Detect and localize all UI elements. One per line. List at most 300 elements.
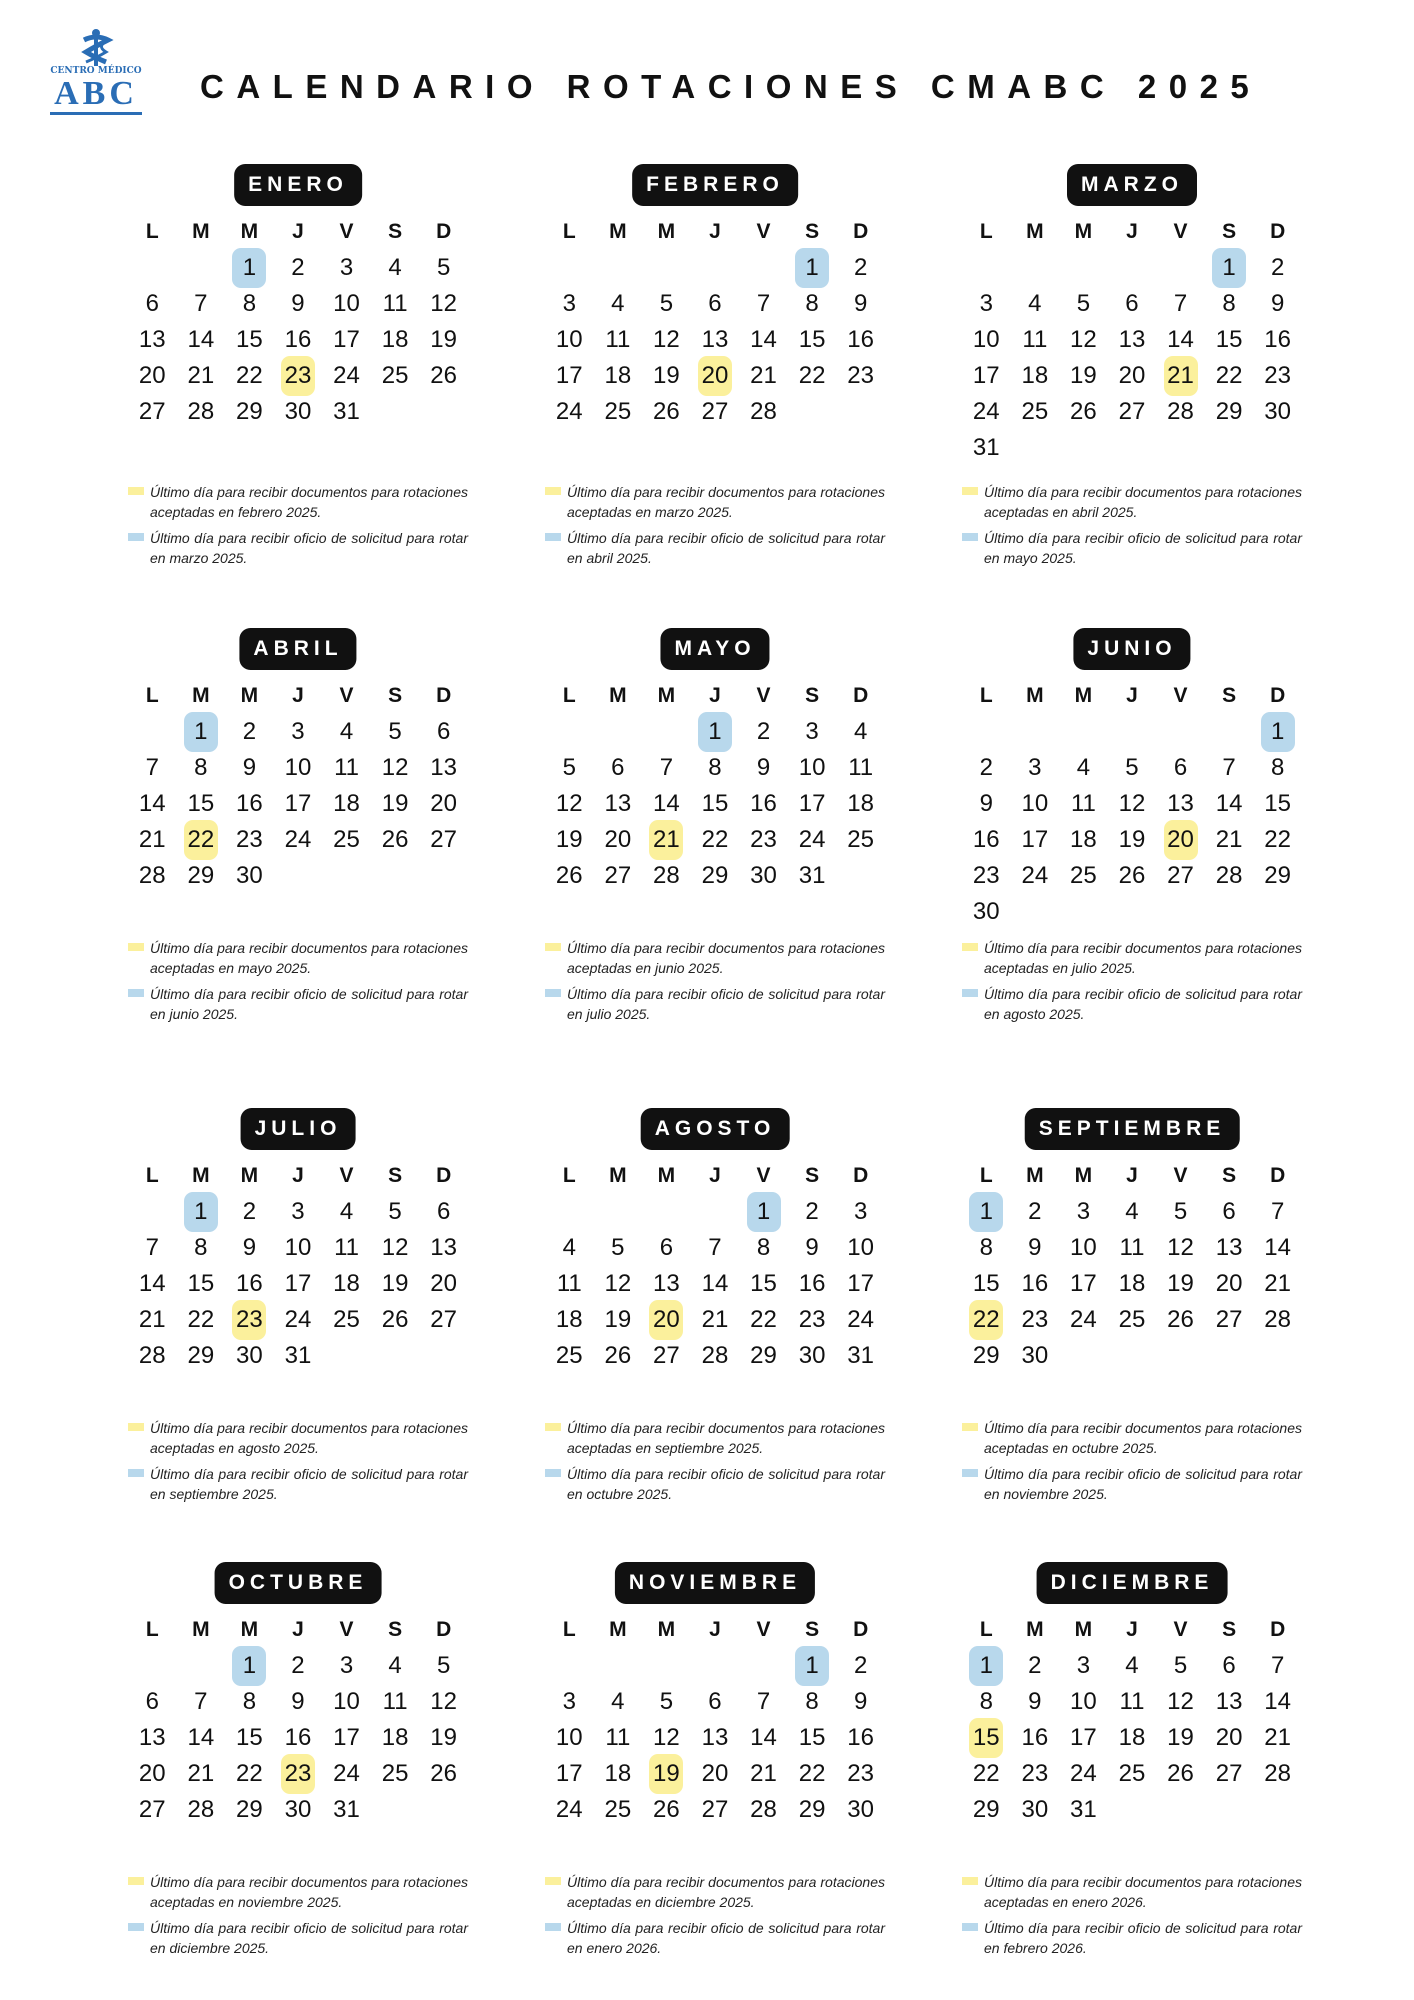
legend-item-blue [962,1464,1302,1504]
day-cell: 27 [701,1796,729,1823]
empty-day-cell [1011,430,1060,466]
empty-day-cell [1059,1338,1108,1374]
week-row [128,786,468,822]
legend-item-blue [128,1464,468,1504]
legend-swatch-yellow [962,1423,978,1431]
day-cell: 30 [236,1342,263,1369]
day-cell: 29 [187,862,215,889]
day-cell: 27 [1118,398,1146,425]
day-cell: 4 [1076,754,1091,781]
day-cell-blue-highlight [177,714,226,750]
day-cell: 28 [750,398,777,425]
logo-main-text: ABC [54,75,138,112]
empty-day-cell [419,858,468,894]
day-cell: 28 [1215,862,1243,889]
legend-text: Último día para recibir documentos para rotaciones aceptadas en febrero 2025. [150,484,468,520]
day-cell: 26 [1070,398,1097,425]
day-cell: 4 [1125,1652,1139,1679]
day-cell: 4 [388,254,402,281]
day-cell: 21 [750,1760,777,1787]
empty-day-cell [642,250,691,286]
month-title: DICIEMBRE [1037,1562,1228,1604]
day-cell: 14 [653,790,680,817]
week-row [545,358,885,394]
day-cell: 20 [1215,1724,1243,1751]
month-legend [545,1418,885,1510]
day-cell: 10 [284,754,312,781]
weekday-label: D [1270,684,1286,707]
week-row [128,358,468,394]
empty-day-cell [1253,1338,1302,1374]
empty-day-cell [1205,714,1254,750]
legend-item-blue [962,528,1302,568]
day-cell: 5 [436,254,451,281]
month-febrero [545,164,885,584]
weekday-label: M [1026,684,1044,707]
day-cell: 17 [847,1270,874,1297]
day-cell: 6 [1173,754,1188,781]
day-number: 20 [1164,820,1198,860]
day-cell-blue-highlight [225,250,274,286]
empty-day-cell [1108,430,1157,466]
empty-day-cell [128,250,177,286]
day-cell: 5 [562,754,576,781]
empty-day-cell [594,1648,643,1684]
month-diciembre [962,1562,1302,1982]
weekday-label: J [1126,684,1138,707]
legend-text: Último día para recibir oficio de solicitud para rotar en noviembre 2025. [984,1466,1302,1502]
day-cell: 18 [333,790,360,817]
day-cell: 24 [333,362,360,389]
weekday-label: J [1126,1618,1138,1641]
day-cell: 19 [604,1306,632,1333]
day-cell: 19 [381,1270,409,1297]
day-cell: 20 [138,362,166,389]
weekday-label: D [853,220,869,243]
day-cell: 26 [381,1306,409,1333]
day-cell: 30 [1264,398,1291,425]
week-row [962,1338,1302,1374]
day-cell: 31 [798,862,826,889]
empty-day-cell [1205,1338,1254,1374]
day-cell: 17 [555,362,583,389]
day-cell: 6 [659,1234,674,1261]
day-cell: 2 [1028,1198,1042,1225]
day-cell: 8 [242,290,257,317]
day-cell: 7 [145,1234,159,1261]
day-cell: 22 [187,1306,215,1333]
weekday-header-row [545,678,885,714]
legend-item-yellow [962,1418,1302,1458]
day-cell: 17 [798,790,826,817]
day-cell: 10 [333,1688,360,1715]
week-row [128,286,468,322]
weekday-label: S [388,1164,403,1187]
weekday-label: S [388,1618,403,1641]
empty-day-cell [642,1194,691,1230]
day-cell: 13 [138,326,166,353]
month-days-grid [545,1612,885,1828]
day-cell: 7 [708,1234,722,1261]
empty-day-cell [419,1792,468,1828]
day-cell: 6 [436,718,451,745]
weekday-label: S [1222,1164,1237,1187]
day-cell: 18 [1021,362,1049,389]
day-cell: 29 [1264,862,1291,889]
legend-text: Último día para recibir oficio de solicitud para rotar en junio 2025. [150,986,468,1022]
day-cell: 19 [430,1724,457,1751]
weekday-label: M [1026,220,1044,243]
week-row [128,714,468,750]
day-cell: 25 [847,826,874,853]
day-cell: 10 [284,1234,312,1261]
empty-day-cell [545,1194,594,1230]
day-cell: 22 [236,362,263,389]
legend-swatch-yellow [128,1877,144,1885]
day-cell: 2 [1028,1652,1042,1679]
day-cell: 8 [242,1688,257,1715]
legend-swatch-yellow [962,1877,978,1885]
empty-day-cell [788,394,837,430]
day-cell: 25 [555,1342,583,1369]
day-number: 1 [232,248,266,288]
empty-day-cell [274,858,323,894]
legend-item-blue [128,984,468,1024]
empty-day-cell [1108,1338,1157,1374]
day-cell: 6 [1222,1198,1236,1225]
legend-swatch-blue [545,1469,561,1477]
weekday-label: L [979,1164,993,1187]
day-cell-blue-highlight [962,1194,1011,1230]
day-cell: 20 [430,1270,457,1297]
day-number: 22 [969,1300,1003,1340]
day-cell: 29 [187,1342,215,1369]
empty-day-cell [322,858,371,894]
page-title: CALENDARIO ROTACIONES CMABC 2025 [200,68,1262,105]
day-cell-blue-highlight [739,1194,788,1230]
day-cell: 11 [1119,1688,1145,1715]
day-cell: 27 [1215,1306,1243,1333]
weekday-label: M [240,684,259,707]
day-number: 1 [969,1192,1003,1232]
weekday-label: D [436,1618,452,1641]
day-cell: 16 [798,1270,826,1297]
weekday-label: J [1126,1164,1138,1187]
weekday-label: V [756,1618,771,1641]
month-title: ABRIL [239,628,356,670]
weekday-label: M [1026,1618,1044,1641]
weekday-label: D [1270,220,1286,243]
day-cell: 15 [236,1724,263,1751]
week-row [962,250,1302,286]
month-legend [128,1872,468,1964]
day-cell: 11 [382,290,408,317]
day-cell: 17 [1070,1270,1097,1297]
day-cell-blue-highlight [225,1648,274,1684]
legend-text: Último día para recibir oficio de solicitud para rotar en febrero 2026. [984,1920,1302,1956]
month-days-grid [962,678,1302,930]
weekday-label: M [657,1618,676,1641]
weekday-header-row [545,1158,885,1194]
day-cell: 22 [798,1760,826,1787]
empty-day-cell [128,1648,177,1684]
week-row [962,430,1302,466]
week-row [962,894,1302,930]
empty-day-cell [1011,894,1060,930]
day-cell: 22 [1215,362,1243,389]
weekday-label: J [292,220,304,243]
weekday-label: M [192,684,210,707]
week-row [128,750,468,786]
day-cell: 5 [1173,1198,1188,1225]
day-cell: 13 [604,790,632,817]
day-cell: 8 [708,754,722,781]
day-cell: 18 [604,1760,632,1787]
day-cell: 24 [284,1306,312,1333]
legend-text: Último día para recibir documentos para rotaciones aceptadas en marzo 2025. [567,484,885,520]
legend-text: Último día para recibir oficio de solicitud para rotar en abril 2025. [567,530,885,566]
day-cell: 8 [194,754,208,781]
week-row [128,858,468,894]
empty-day-cell [1156,1338,1205,1374]
empty-day-cell [642,1648,691,1684]
day-cell: 3 [1028,754,1042,781]
week-row [962,858,1302,894]
empty-day-cell [691,1648,740,1684]
empty-day-cell [1108,714,1157,750]
month-legend [545,482,885,574]
weekday-label: V [1173,1618,1188,1641]
month-septiembre [962,1108,1302,1528]
weekday-label: V [756,220,771,243]
month-legend [128,938,468,1030]
day-cell: 9 [1028,1234,1042,1261]
day-cell: 20 [1118,362,1146,389]
weekday-header-row [962,1612,1302,1648]
month-title: MAYO [660,628,769,670]
day-cell: 6 [611,754,625,781]
day-cell-yellow-highlight [177,822,226,858]
legend-item-yellow [128,1418,468,1458]
day-cell: 22 [798,362,826,389]
weekday-header-row [128,1158,468,1194]
weekday-label: J [292,1164,304,1187]
day-number: 23 [281,356,315,396]
empty-day-cell [691,1194,740,1230]
empty-day-cell [642,714,691,750]
day-cell: 27 [430,1306,457,1333]
weekday-label: V [756,684,771,707]
day-cell: 7 [194,290,208,317]
day-cell: 21 [187,362,215,389]
day-cell-yellow-highlight [1156,358,1205,394]
day-cell: 19 [1167,1724,1194,1751]
day-cell: 13 [701,1724,729,1751]
day-cell: 18 [333,1270,360,1297]
day-cell: 31 [1070,1796,1097,1823]
day-cell: 13 [701,326,729,353]
day-cell: 24 [847,1306,874,1333]
month-days-grid [128,1612,468,1828]
day-cell: 9 [979,790,993,817]
day-cell: 16 [847,1724,874,1751]
month-legend [962,482,1302,574]
weekday-label: J [709,1618,721,1641]
day-cell: 17 [972,362,1000,389]
day-cell: 2 [853,1652,868,1679]
day-cell: 5 [611,1234,625,1261]
day-number: 1 [184,712,218,752]
day-cell: 29 [972,1342,1000,1369]
weekday-label: D [853,684,869,707]
weekday-label: M [657,684,676,707]
day-cell: 21 [1264,1270,1291,1297]
weekday-label: M [192,1618,210,1641]
weekday-header-row [962,214,1302,250]
week-row [545,786,885,822]
empty-day-cell [1108,1792,1157,1828]
day-cell: 3 [979,290,993,317]
day-cell: 12 [604,1270,632,1297]
weekday-label: S [1222,220,1237,243]
day-cell-yellow-highlight [1156,822,1205,858]
weekday-label: M [192,220,210,243]
day-cell: 13 [1215,1688,1243,1715]
day-cell: 17 [555,1760,583,1787]
empty-day-cell [739,250,788,286]
day-cell: 8 [1222,290,1236,317]
weekday-label: D [853,1618,869,1641]
day-cell: 26 [430,1760,457,1787]
weekday-label: S [805,1164,820,1187]
day-cell: 21 [187,1760,215,1787]
day-cell: 8 [805,1688,819,1715]
day-cell: 5 [436,1652,451,1679]
day-cell: 11 [556,1270,582,1297]
month-abril [128,628,468,1048]
day-cell: 15 [972,1270,1000,1297]
legend-item-blue [128,1918,468,1958]
legend-item-blue [962,1918,1302,1958]
day-cell: 9 [756,754,771,781]
day-cell: 3 [562,1688,576,1715]
week-row [545,250,885,286]
day-cell: 28 [1167,398,1194,425]
day-number: 21 [649,820,683,860]
day-cell: 19 [555,826,583,853]
week-row [545,1684,885,1720]
empty-day-cell [1156,250,1205,286]
empty-day-cell [739,1648,788,1684]
day-cell: 21 [138,826,166,853]
weekday-label: M [1074,684,1093,707]
day-cell: 13 [1167,790,1194,817]
legend-swatch-blue [128,533,144,541]
weekday-label: M [609,220,627,243]
day-cell: 4 [339,718,354,745]
weekday-header-row [962,678,1302,714]
month-days-grid [545,678,885,894]
day-number: 20 [649,1300,683,1340]
legend-swatch-yellow [128,487,144,495]
day-cell: 25 [1118,1306,1146,1333]
day-cell: 21 [750,362,777,389]
legend-item-blue [545,528,885,568]
week-row [545,858,885,894]
legend-text: Último día para recibir oficio de solicitud para rotar en agosto 2025. [984,986,1302,1022]
day-cell: 26 [381,826,409,853]
day-cell: 21 [701,1306,729,1333]
month-legend [545,1872,885,1964]
legend-swatch-yellow [962,943,978,951]
day-cell: 8 [1270,754,1285,781]
day-cell: 23 [236,826,263,853]
day-cell: 9 [291,1688,305,1715]
day-cell: 19 [1070,362,1097,389]
day-number: 1 [1212,248,1246,288]
day-cell: 27 [1215,1760,1243,1787]
day-cell: 13 [430,754,457,781]
month-title: ENERO [234,164,362,206]
day-cell: 23 [847,362,874,389]
empty-day-cell [1011,250,1060,286]
weekday-label: L [979,1618,993,1641]
day-cell: 20 [138,1760,166,1787]
day-cell: 6 [436,1198,451,1225]
week-row [545,1720,885,1756]
empty-day-cell [1156,714,1205,750]
legend-item-yellow [962,938,1302,978]
day-cell: 4 [611,290,625,317]
day-cell-blue-highlight [788,1648,837,1684]
day-cell: 28 [750,1796,777,1823]
day-cell-blue-highlight [177,1194,226,1230]
day-cell: 15 [187,790,215,817]
weekday-label: L [562,1618,576,1641]
weekday-label: M [1074,1164,1093,1187]
month-days-grid [962,214,1302,466]
day-cell: 6 [708,290,722,317]
weekday-label: L [562,220,576,243]
day-cell: 16 [1264,326,1291,353]
month-enero [128,164,468,584]
weekday-label: L [979,220,993,243]
day-cell: 4 [853,718,868,745]
day-cell: 13 [653,1270,680,1297]
day-cell: 15 [1264,790,1291,817]
week-row [545,322,885,358]
weekday-label: D [1270,1164,1286,1187]
day-cell: 15 [236,326,263,353]
legend-swatch-blue [545,533,561,541]
day-cell: 3 [562,290,576,317]
weekday-label: V [1173,1164,1188,1187]
day-cell: 25 [1118,1760,1146,1787]
week-row [545,1302,885,1338]
week-row [128,1338,468,1374]
weekday-label: D [1270,1618,1286,1641]
month-agosto [545,1108,885,1528]
legend-item-yellow [545,938,885,978]
day-cell: 3 [853,1198,868,1225]
day-cell: 9 [242,754,257,781]
month-noviembre [545,1562,885,1982]
day-cell: 31 [284,1342,312,1369]
day-cell: 10 [972,326,1000,353]
legend-item-yellow [128,482,468,522]
day-cell: 20 [1215,1270,1243,1297]
legend-item-blue [128,528,468,568]
